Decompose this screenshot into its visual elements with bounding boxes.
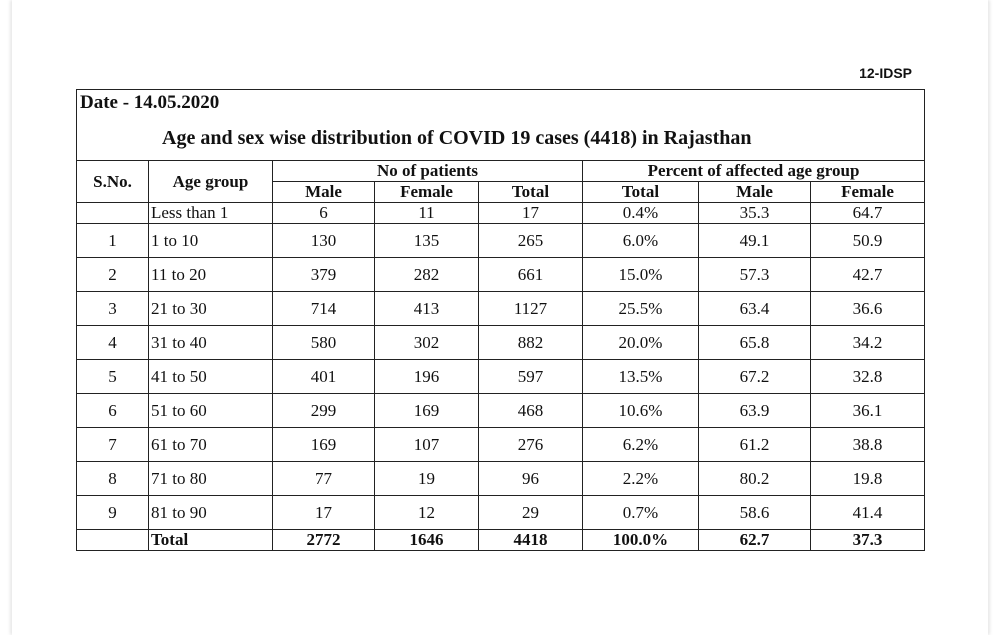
table-row	[77, 496, 925, 530]
cell-pct-female: 38.8	[811, 428, 925, 462]
cell-pct-male: 35.3	[699, 203, 811, 224]
total-pct-male: 62.7	[699, 530, 811, 551]
cell-male: 379	[273, 258, 375, 292]
cell-pct-total: 6.0%	[583, 224, 699, 258]
total-pct-female: 37.3	[811, 530, 925, 551]
cell-pct-total: 13.5%	[583, 360, 699, 394]
cell-female: 282	[375, 258, 479, 292]
table-row	[77, 462, 925, 496]
cell-total: 468	[479, 394, 583, 428]
cell-male: 299	[273, 394, 375, 428]
cell-total: 661	[479, 258, 583, 292]
header-pct-female: Female	[811, 182, 925, 203]
cell-pct-male: 63.9	[699, 394, 811, 428]
cell-pct-female: 36.1	[811, 394, 925, 428]
cell-pct-male: 61.2	[699, 428, 811, 462]
report-date: Date - 14.05.2020	[77, 90, 925, 117]
cell-pct-male: 58.6	[699, 496, 811, 530]
cell-male: 401	[273, 360, 375, 394]
table-row	[77, 292, 925, 326]
total-pct-total: 100.0%	[583, 530, 699, 551]
cell-total: 29	[479, 496, 583, 530]
cell-sno: 5	[77, 360, 149, 394]
cell-sno	[77, 203, 149, 224]
cell-male: 580	[273, 326, 375, 360]
cell-sno: 6	[77, 394, 149, 428]
total-sno	[77, 530, 149, 551]
cell-male: 77	[273, 462, 375, 496]
cell-pct-total: 0.4%	[583, 203, 699, 224]
cell-pct-male: 63.4	[699, 292, 811, 326]
total-label: Total	[149, 530, 273, 551]
cell-pct-total: 0.7%	[583, 496, 699, 530]
cell-pct-male: 80.2	[699, 462, 811, 496]
table-row	[77, 360, 925, 394]
cell-pct-total: 6.2%	[583, 428, 699, 462]
cell-female: 11	[375, 203, 479, 224]
cell-female: 413	[375, 292, 479, 326]
cell-pct-male: 49.1	[699, 224, 811, 258]
table-row	[77, 224, 925, 258]
cell-age-group: 61 to 70	[149, 428, 273, 462]
cell-pct-male: 57.3	[699, 258, 811, 292]
total-total: 4418	[479, 530, 583, 551]
cell-sno: 8	[77, 462, 149, 496]
table-row	[77, 203, 925, 224]
cell-age-group: 31 to 40	[149, 326, 273, 360]
header-total: Total	[479, 182, 583, 203]
cell-pct-total: 20.0%	[583, 326, 699, 360]
cell-age-group: 1 to 10	[149, 224, 273, 258]
cell-pct-female: 32.8	[811, 360, 925, 394]
cell-sno: 2	[77, 258, 149, 292]
cell-pct-total: 25.5%	[583, 292, 699, 326]
cell-male: 169	[273, 428, 375, 462]
total-male: 2772	[273, 530, 375, 551]
cell-age-group: 71 to 80	[149, 462, 273, 496]
cell-pct-male: 67.2	[699, 360, 811, 394]
cell-male: 130	[273, 224, 375, 258]
cell-age-group: 11 to 20	[149, 258, 273, 292]
cell-sno: 4	[77, 326, 149, 360]
cell-total: 96	[479, 462, 583, 496]
cell-pct-female: 64.7	[811, 203, 925, 224]
cell-pct-total: 10.6%	[583, 394, 699, 428]
header-age-group: Age group	[149, 161, 273, 203]
cell-female: 19	[375, 462, 479, 496]
cell-male: 714	[273, 292, 375, 326]
cell-total: 1127	[479, 292, 583, 326]
cell-female: 302	[375, 326, 479, 360]
covid-distribution-table	[76, 89, 925, 551]
table-row	[77, 258, 925, 292]
cell-total: 17	[479, 203, 583, 224]
total-row	[77, 530, 925, 551]
cell-age-group: 51 to 60	[149, 394, 273, 428]
table-title: Age and sex wise distribution of COVID 19 cases (4418) in Rajasthan	[77, 116, 925, 161]
header-pct-total: Total	[583, 182, 699, 203]
table-row	[77, 326, 925, 360]
cell-female: 196	[375, 360, 479, 394]
cell-total: 597	[479, 360, 583, 394]
cell-pct-female: 19.8	[811, 462, 925, 496]
cell-sno: 1	[77, 224, 149, 258]
cell-pct-female: 42.7	[811, 258, 925, 292]
table-row	[77, 394, 925, 428]
cell-age-group: Less than 1	[149, 203, 273, 224]
cell-female: 107	[375, 428, 479, 462]
header-pct-male: Male	[699, 182, 811, 203]
cell-age-group: 21 to 30	[149, 292, 273, 326]
cell-pct-female: 34.2	[811, 326, 925, 360]
cell-pct-male: 65.8	[699, 326, 811, 360]
cell-total: 882	[479, 326, 583, 360]
cell-age-group: 41 to 50	[149, 360, 273, 394]
total-female: 1646	[375, 530, 479, 551]
cell-age-group: 81 to 90	[149, 496, 273, 530]
cell-pct-female: 36.6	[811, 292, 925, 326]
header-sno: S.No.	[77, 161, 149, 203]
table-row	[77, 428, 925, 462]
cell-female: 169	[375, 394, 479, 428]
cell-total: 265	[479, 224, 583, 258]
header-percent-group: Percent of affected age group	[583, 161, 925, 182]
cell-male: 6	[273, 203, 375, 224]
cell-pct-total: 15.0%	[583, 258, 699, 292]
header-female: Female	[375, 182, 479, 203]
cell-sno: 9	[77, 496, 149, 530]
document-code: 12-IDSP	[859, 65, 912, 81]
cell-female: 12	[375, 496, 479, 530]
cell-total: 276	[479, 428, 583, 462]
cell-pct-total: 2.2%	[583, 462, 699, 496]
cell-pct-female: 41.4	[811, 496, 925, 530]
header-male: Male	[273, 182, 375, 203]
header-no-of-patients: No of patients	[273, 161, 583, 182]
cell-sno: 3	[77, 292, 149, 326]
cell-male: 17	[273, 496, 375, 530]
cell-sno: 7	[77, 428, 149, 462]
cell-female: 135	[375, 224, 479, 258]
cell-pct-female: 50.9	[811, 224, 925, 258]
